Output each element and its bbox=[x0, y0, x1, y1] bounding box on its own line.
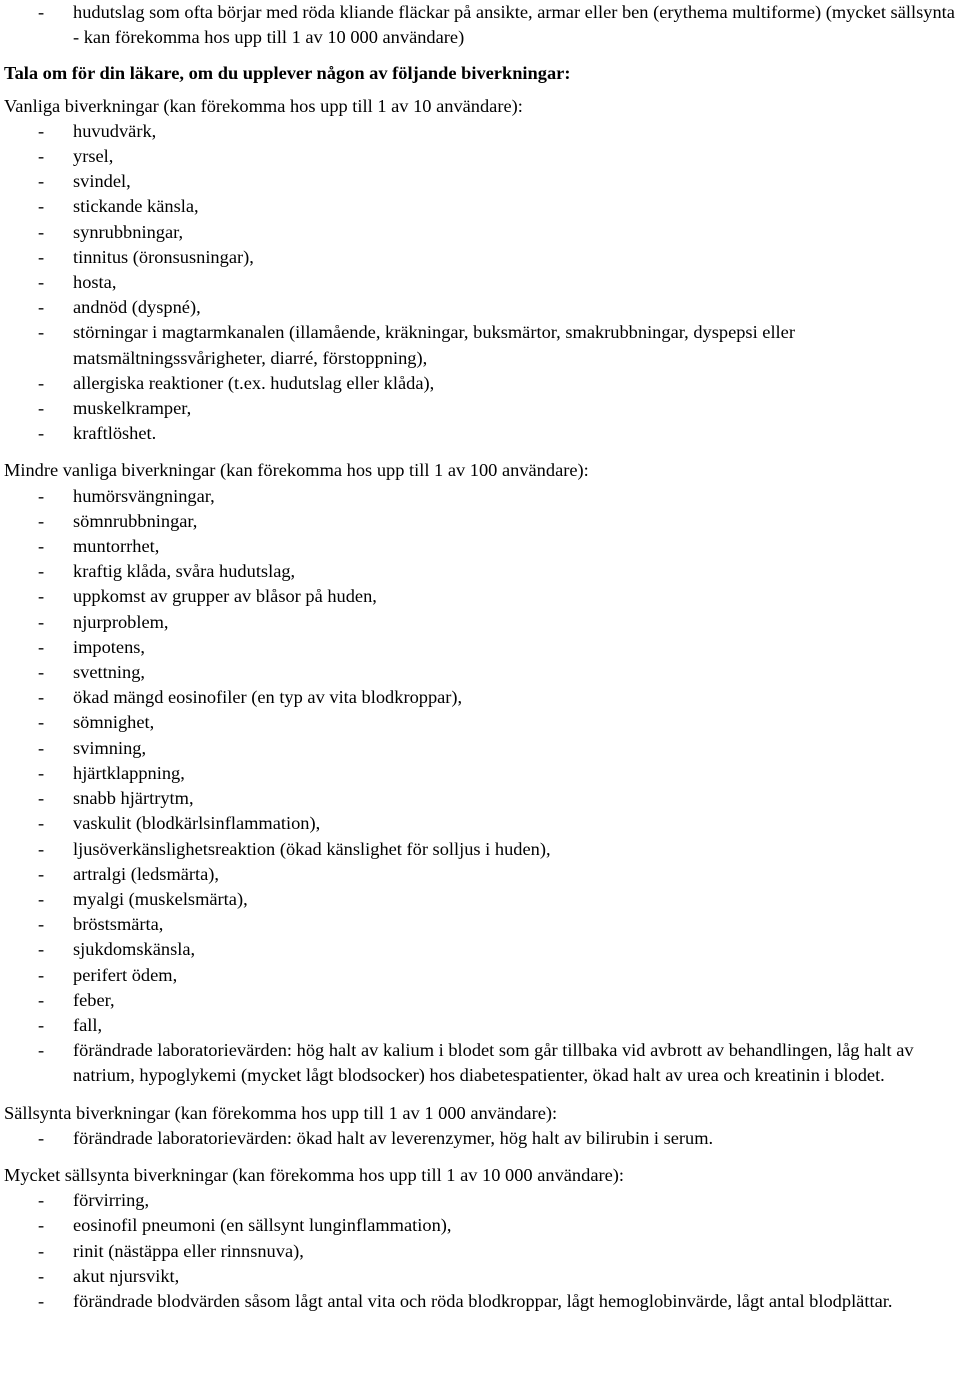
bullet-dash: - bbox=[38, 2, 45, 22]
uncommon-list bbox=[4, 484, 960, 1089]
bullet-dash: - bbox=[38, 1290, 45, 1311]
list-item-text: fall, bbox=[73, 1014, 103, 1035]
list-item-text: snabb hjärtrytm, bbox=[73, 788, 194, 809]
list-item-text: humörsvängningar, bbox=[73, 485, 215, 506]
common-heading: Vanliga biverkningar (kan förekomma hos upp till 1 av 10 användare): bbox=[4, 95, 523, 116]
bullet-dash: - bbox=[38, 297, 45, 318]
list-item bbox=[4, 220, 960, 245]
bullet-dash: - bbox=[38, 510, 45, 531]
bullet-dash: - bbox=[38, 813, 45, 834]
list-item bbox=[4, 862, 960, 887]
bullet-dash: - bbox=[38, 485, 45, 506]
list-item-text: impotens, bbox=[73, 636, 146, 657]
uncommon-heading: Mindre vanliga biverkningar (kan förekomma hos upp till 1 av 100 användare): bbox=[4, 460, 589, 481]
list-item-text: eosinofil pneumoni (en sällsynt lunginflammation), bbox=[73, 1215, 452, 1236]
list-item bbox=[4, 761, 960, 786]
bullet-dash: - bbox=[38, 762, 45, 783]
list-item-text: hjärtklappning, bbox=[73, 762, 185, 783]
list-item bbox=[4, 685, 960, 710]
list-item bbox=[4, 988, 960, 1013]
list-item bbox=[4, 1038, 960, 1088]
bullet-dash: - bbox=[38, 888, 45, 909]
bullet-dash: - bbox=[38, 171, 45, 192]
list-item-text: artralgi (ledsmärta), bbox=[73, 863, 220, 884]
bullet-dash: - bbox=[38, 1265, 45, 1286]
list-item bbox=[4, 169, 960, 194]
bullet-dash: - bbox=[38, 989, 45, 1010]
bullet-dash: - bbox=[38, 586, 45, 607]
list-item bbox=[4, 786, 960, 811]
common-side-effects-section bbox=[4, 94, 960, 447]
bullet-dash: - bbox=[38, 423, 45, 444]
list-item-text: förändrade laboratorievärden: hög halt av kalium i blodet som går tillbaka vid avbrott av behandlingen, låg halt av natrium, hypoglykemi (mycket lågt blodsocker) hos diabetespatienter, ökad halt av urea och kreatinin i blodet. bbox=[73, 1040, 914, 1086]
list-item bbox=[4, 963, 960, 988]
bullet-dash: - bbox=[38, 120, 45, 141]
list-item-text: sömnighet, bbox=[73, 712, 155, 733]
bullet-dash: - bbox=[38, 561, 45, 582]
list-item-text: yrsel, bbox=[73, 146, 114, 167]
list-item-text: muntorrhet, bbox=[73, 536, 160, 557]
list-item-text: perifert ödem, bbox=[73, 964, 178, 985]
list-item bbox=[4, 371, 960, 396]
list-item bbox=[4, 534, 960, 559]
list-item bbox=[4, 320, 960, 370]
list-item bbox=[4, 584, 960, 609]
list-item bbox=[4, 1239, 960, 1264]
bullet-dash: - bbox=[38, 1215, 45, 1236]
bullet-dash: - bbox=[38, 196, 45, 217]
bullet-dash: - bbox=[38, 939, 45, 960]
list-item-text: störningar i magtarmkanalen (illamående, kräkningar, buksmärtor, smakrubbningar, dyspepsi eller matsmältningssvårigheter, diarré, förstoppning), bbox=[73, 322, 795, 368]
bullet-dash: - bbox=[38, 221, 45, 242]
list-item-text: stickande känsla, bbox=[73, 196, 199, 217]
list-item-text: sömnrubbningar, bbox=[73, 510, 198, 531]
bullet-dash: - bbox=[38, 322, 45, 343]
list-item-text: huvudvärk, bbox=[73, 120, 157, 141]
list-item bbox=[4, 1289, 960, 1314]
list-item-text: förvirring, bbox=[73, 1190, 150, 1211]
rare-side-effects-section bbox=[4, 1101, 960, 1151]
list-item-text: hosta, bbox=[73, 272, 117, 293]
list-item bbox=[4, 396, 960, 421]
bullet-dash: - bbox=[38, 1014, 45, 1035]
list-item-text: hudutslag som ofta börjar med röda kliande fläckar på ansikte, armar eller ben (erythema multiforme) (mycket sällsynta - kan förekomma hos upp till 1 av 10 000 användare) bbox=[73, 2, 955, 48]
bullet-dash: - bbox=[38, 246, 45, 267]
list-item-text: allergiska reaktioner (t.ex. hudutslag eller klåda), bbox=[73, 372, 435, 393]
list-item bbox=[4, 270, 960, 295]
common-list bbox=[4, 119, 960, 447]
bullet-dash: - bbox=[38, 964, 45, 985]
list-item-text: svindel, bbox=[73, 171, 131, 192]
list-item-text: svettning, bbox=[73, 662, 146, 683]
list-item bbox=[4, 0, 960, 50]
bullet-dash: - bbox=[38, 788, 45, 809]
bullet-dash: - bbox=[38, 838, 45, 859]
list-item bbox=[4, 144, 960, 169]
list-item bbox=[4, 295, 960, 320]
list-item-text: svimning, bbox=[73, 737, 147, 758]
list-item-text: bröstsmärta, bbox=[73, 914, 164, 935]
bullet-dash: - bbox=[38, 272, 45, 293]
list-item-text: förändrade blodvärden såsom lågt antal vita och röda blodkroppar, lågt hemoglobinvärde, lågt antal blodplättar. bbox=[73, 1290, 893, 1311]
list-item bbox=[4, 245, 960, 270]
rare-list bbox=[4, 1126, 960, 1151]
list-item-text: kraftlöshet. bbox=[73, 423, 157, 444]
list-item-text: synrubbningar, bbox=[73, 221, 184, 242]
list-item bbox=[4, 837, 960, 862]
list-item-text: sjukdomskänsla, bbox=[73, 939, 196, 960]
list-item bbox=[4, 660, 960, 685]
list-item bbox=[4, 912, 960, 937]
list-item bbox=[4, 194, 960, 219]
list-item bbox=[4, 559, 960, 584]
list-item-text: rinit (nästäppa eller rinnsnuva), bbox=[73, 1240, 304, 1261]
bullet-dash: - bbox=[38, 914, 45, 935]
bullet-dash: - bbox=[38, 712, 45, 733]
list-item bbox=[4, 1126, 960, 1151]
list-item-text: njurproblem, bbox=[73, 611, 169, 632]
list-item bbox=[4, 635, 960, 660]
bullet-dash: - bbox=[38, 1190, 45, 1211]
list-item bbox=[4, 119, 960, 144]
list-item bbox=[4, 1213, 960, 1238]
list-item-text: kraftig klåda, svåra hudutslag, bbox=[73, 561, 296, 582]
list-item bbox=[4, 509, 960, 534]
list-item bbox=[4, 1264, 960, 1289]
list-item bbox=[4, 610, 960, 635]
very-rare-list bbox=[4, 1188, 960, 1314]
bullet-dash: - bbox=[38, 636, 45, 657]
bullet-dash: - bbox=[38, 1040, 45, 1061]
list-item bbox=[4, 710, 960, 735]
bullet-dash: - bbox=[38, 372, 45, 393]
list-item-text: akut njursvikt, bbox=[73, 1265, 180, 1286]
list-item-text: ljusöverkänslighetsreaktion (ökad känslighet för solljus i huden), bbox=[73, 838, 551, 859]
list-item-text: myalgi (muskelsmärta), bbox=[73, 888, 248, 909]
list-item-text: tinnitus (öronsusningar), bbox=[73, 246, 254, 267]
list-item-text: muskelkramper, bbox=[73, 398, 192, 419]
list-item bbox=[4, 1188, 960, 1213]
list-item bbox=[4, 484, 960, 509]
list-item bbox=[4, 1013, 960, 1038]
rare-heading: Sällsynta biverkningar (kan förekomma hos upp till 1 av 1 000 användare): bbox=[4, 1102, 558, 1123]
bullet-dash: - bbox=[38, 687, 45, 708]
bullet-dash: - bbox=[38, 737, 45, 758]
list-item-text: vaskulit (blodkärlsinflammation), bbox=[73, 813, 321, 834]
bullet-dash: - bbox=[38, 1127, 45, 1148]
bullet-dash: - bbox=[38, 662, 45, 683]
very-rare-heading: Mycket sällsynta biverkningar (kan förekomma hos upp till 1 av 10 000 användare): bbox=[4, 1164, 625, 1185]
list-item-text: feber, bbox=[73, 989, 115, 1010]
list-item-text: andnöd (dyspné), bbox=[73, 297, 201, 318]
uncommon-side-effects-section bbox=[4, 458, 960, 1088]
bullet-dash: - bbox=[38, 611, 45, 632]
list-item bbox=[4, 811, 960, 836]
very-rare-side-effects-section bbox=[4, 1163, 960, 1314]
bullet-dash: - bbox=[38, 863, 45, 884]
list-item bbox=[4, 421, 960, 446]
list-item bbox=[4, 887, 960, 912]
list-item bbox=[4, 736, 960, 761]
bullet-dash: - bbox=[38, 398, 45, 419]
bullet-dash: - bbox=[38, 1240, 45, 1261]
list-item bbox=[4, 937, 960, 962]
list-item-text: uppkomst av grupper av blåsor på huden, bbox=[73, 586, 377, 607]
bullet-dash: - bbox=[38, 536, 45, 557]
bullet-dash: - bbox=[38, 146, 45, 167]
tell-doctor-heading: Tala om för din läkare, om du upplever någon av följande biverkningar: bbox=[4, 63, 571, 84]
list-item-text: förändrade laboratorievärden: ökad halt av leverenzymer, hög halt av bilirubin i serum. bbox=[73, 1127, 714, 1148]
top-list bbox=[4, 0, 960, 50]
list-item-text: ökad mängd eosinofiler (en typ av vita blodkroppar), bbox=[73, 687, 463, 708]
